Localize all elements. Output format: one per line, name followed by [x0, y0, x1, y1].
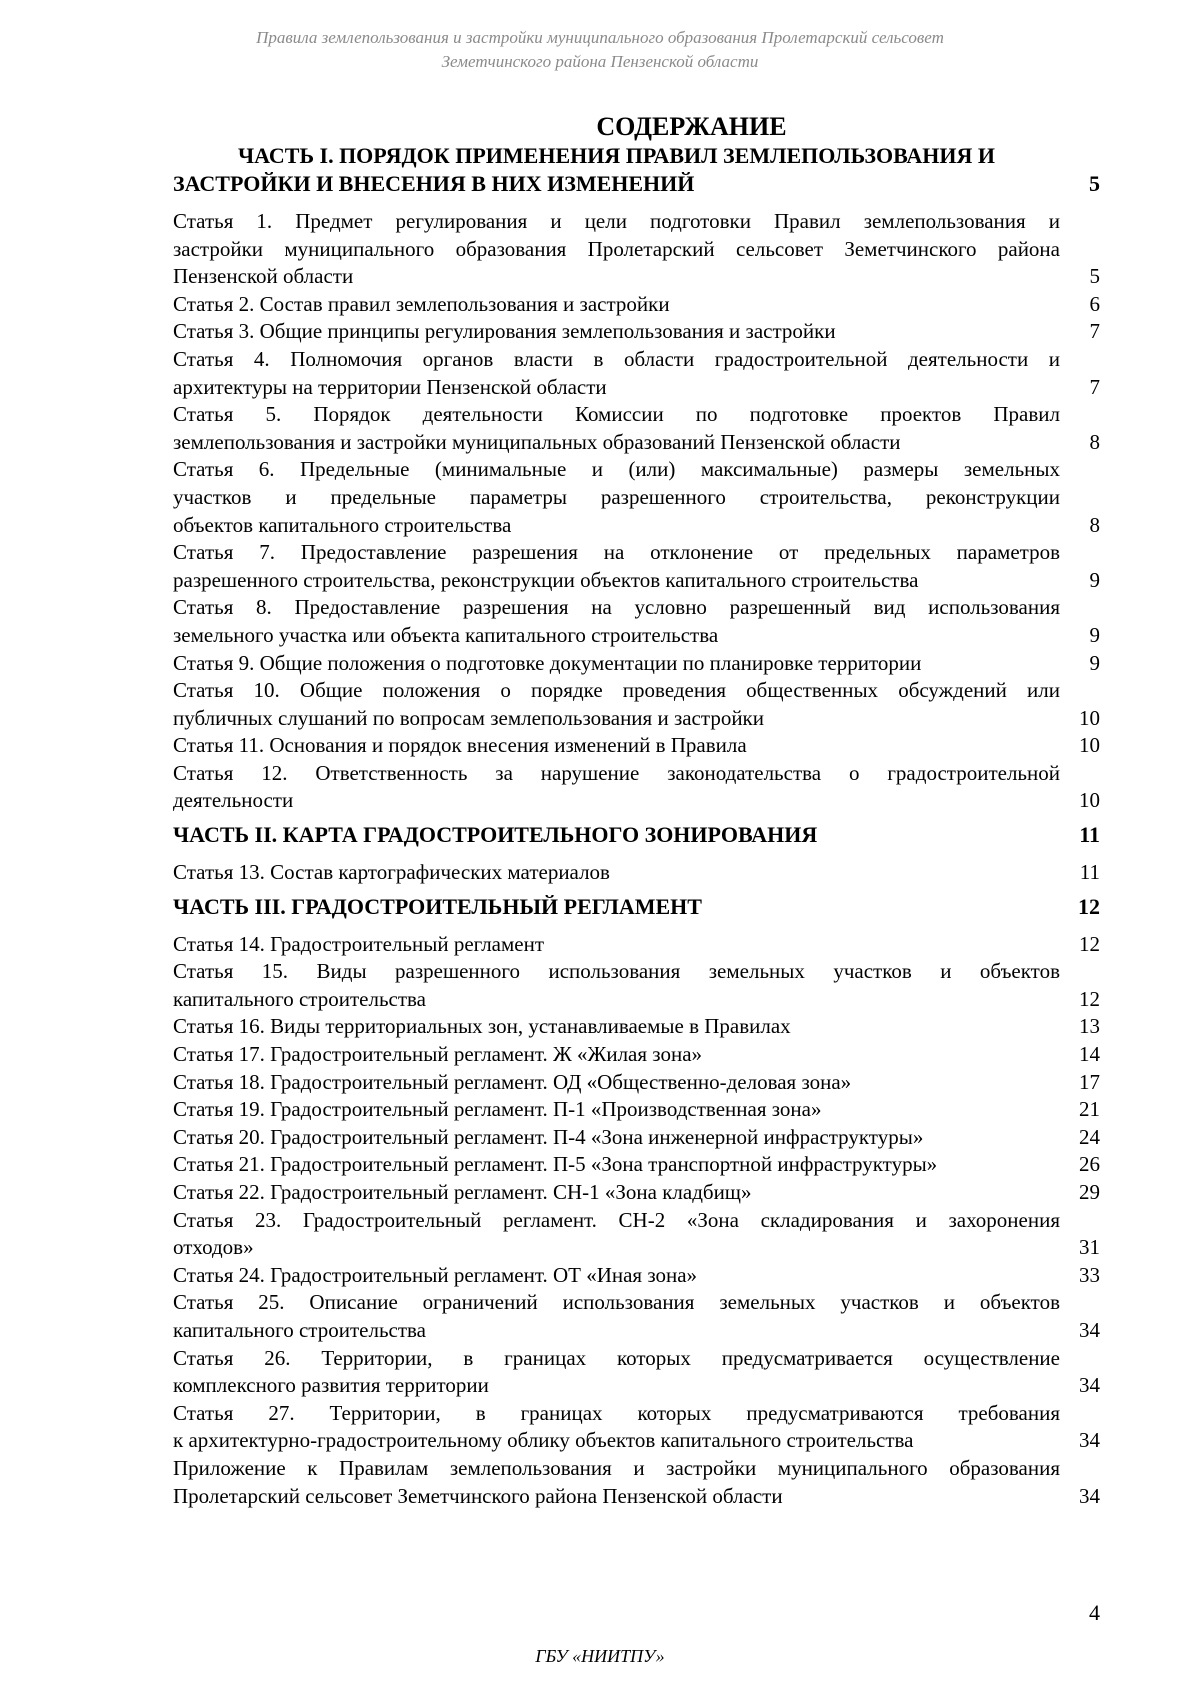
entry-page-number: 10: [1079, 705, 1100, 730]
entry-text-line: Статья 14. Градостроительный регламент: [173, 931, 545, 956]
toc-title: СОДЕРЖАНИЕ: [596, 112, 787, 141]
entry-text-line: Статья 17. Градостроительный регламент. Ж «Жилая зона»: [173, 1042, 703, 1067]
entry-page-number: 6: [1089, 291, 1100, 316]
entry-page-number: 21: [1079, 1097, 1100, 1122]
entry-page-number: 34: [1079, 1428, 1100, 1453]
entry-text-line: архитектуры на территории Пензенской области: [173, 374, 607, 399]
part-title: ЧАСТЬ II. КАРТА ГРАДОСТРОИТЕЛЬНОГО ЗОНИРОВАНИЯ: [173, 822, 818, 848]
header-line-1: Правила землепользования и застройки муниципального образования Пролетарский сельсовет: [256, 28, 944, 47]
toc-entry: [173, 1455, 1100, 1510]
entry-text-line: к архитектурно-градостроительному облику объектов капитального строительства: [173, 1428, 914, 1453]
entry-page-number: 12: [1079, 931, 1100, 956]
entry-text-line: Статья 23. Градостроительный регламент. СН-2 «Зона складирования и захоронения: [173, 1207, 1060, 1232]
entry-text-line: Статья 7. Предоставление разрешения на отклонение от предельных параметров: [173, 540, 1060, 565]
entry-text-line: Статья 15. Виды разрешенного использования земельных участков и объектов: [173, 959, 1060, 984]
running-header: [0, 26, 1200, 74]
entry-text-line: отходов»: [173, 1235, 254, 1260]
toc-entry: [173, 1096, 1100, 1124]
entry-text-line: Статья 22. Градостроительный регламент. СН-1 «Зона кладбищ»: [173, 1180, 752, 1204]
entry-text-line: Пензенской области: [173, 264, 354, 289]
toc-entry: [173, 1069, 1100, 1097]
header-line-2: Земетчинского района Пензенской области: [441, 52, 759, 71]
entry-text-line: Статья 13. Состав картографических материалов: [173, 860, 610, 885]
entry-page-number: 34: [1079, 1373, 1100, 1398]
entry-text-line: Статья 3. Общие принципы регулирования землепользования и застройки: [173, 319, 836, 344]
toc-entry: [173, 931, 1100, 959]
toc-entry: [173, 539, 1100, 594]
entry-page-number: 10: [1079, 788, 1100, 813]
toc-part-heading: [173, 821, 1100, 849]
toc-entry: [173, 346, 1100, 401]
toc-entry: [173, 1179, 1100, 1207]
entry-text-line: Статья 10. Общие положения о порядке проведения общественных обсуждений или: [173, 678, 1060, 703]
toc-entry: [173, 208, 1100, 291]
part-title-line: ЧАСТЬ I. ПОРЯДОК ПРИМЕНЕНИЯ ПРАВИЛ ЗЕМЛЕПОЛЬЗОВАНИЯ И: [237, 143, 996, 168]
toc-entry: [173, 1400, 1100, 1455]
entry-page-number: 9: [1089, 650, 1100, 675]
toc-entry: [173, 1289, 1100, 1344]
entry-page-number: 8: [1089, 512, 1100, 537]
toc-part-heading: [173, 893, 1100, 921]
entry-text-line: Статья 24. Градостроительный регламент. ОТ «Иная зона»: [173, 1262, 698, 1287]
entry-page-number: 33: [1079, 1262, 1100, 1287]
entry-text-line: Статья 2. Состав правил землепользования и застройки: [173, 291, 670, 316]
toc-entry: [173, 401, 1100, 456]
entry-text-line: Статья 1. Предмет регулирования и цели подготовки Правил землепользования и: [173, 209, 1060, 233]
entry-text-line: Статья 16. Виды территориальных зон, устанавливаемые в Правилах: [173, 1014, 791, 1039]
entry-text-line: Статья 11. Основания и порядок внесения изменений в Правила: [173, 733, 747, 758]
entry-text-line: Приложение к Правилам землепользования и застройки муниципального образования: [173, 1455, 1060, 1480]
part-page-number: 11: [1079, 822, 1100, 848]
entry-text-line: деятельности: [173, 788, 294, 813]
entry-text-line: Статья 26. Территории, в границах которых предусматривается осуществление: [173, 1345, 1060, 1370]
entry-page-number: 12: [1079, 986, 1100, 1011]
toc-entry: [173, 1013, 1100, 1041]
entry-page-number: 17: [1079, 1069, 1100, 1094]
entry-page-number: 8: [1089, 429, 1100, 454]
entry-page-number: 31: [1079, 1235, 1100, 1260]
toc-entry: [173, 318, 1100, 346]
entry-text-line: застройки муниципального образования Пролетарский сельсовет Земетчинского района: [173, 236, 1060, 261]
entry-text-line: Статья 8. Предоставление разрешения на условно разрешенный вид использования: [173, 595, 1060, 620]
toc-entry: [173, 1124, 1100, 1152]
entry-text-line: Статья 18. Градостроительный регламент. ОД «Общественно-деловая зона»: [173, 1069, 852, 1094]
entry-page-number: 34: [1079, 1483, 1100, 1508]
table-of-contents: [173, 112, 1100, 1510]
entry-page-number: 10: [1079, 733, 1100, 758]
entry-text-line: Статья 12. Ответственность за нарушение законодательства о градостроительной: [173, 760, 1060, 785]
entry-text-line: Пролетарский сельсовет Земетчинского района Пензенской области: [173, 1483, 783, 1508]
toc-entry: [173, 291, 1100, 319]
entry-text-line: Статья 9. Общие положения о подготовке документации по планировке территории: [173, 650, 922, 675]
toc-entry: [173, 760, 1100, 815]
toc-entry: [173, 594, 1100, 649]
toc-entry: [173, 1207, 1100, 1262]
footer: ГБУ «НИИТПУ»: [535, 1646, 665, 1666]
entry-page-number: 29: [1079, 1180, 1100, 1204]
entry-page-number: 5: [1089, 264, 1100, 289]
entry-text-line: Статья 25. Описание ограничений использования земельных участков и объектов: [173, 1290, 1060, 1315]
entry-page-number: 7: [1089, 374, 1100, 399]
entry-text-line: Статья 5. Порядок деятельности Комиссии по подготовке проектов Правил: [173, 402, 1060, 427]
entry-text-line: Статья 19. Градостроительный регламент. П-1 «Производственная зона»: [173, 1097, 822, 1122]
entry-text-line: капитального строительства: [173, 1317, 426, 1342]
entry-text-line: участков и предельные параметры разрешенного строительства, реконструкции: [173, 484, 1060, 509]
toc-entry: [173, 1151, 1100, 1179]
part-title: ЧАСТЬ III. ГРАДОСТРОИТЕЛЬНЫЙ РЕГЛАМЕНТ: [173, 893, 702, 919]
entry-text-line: объектов капитального строительства: [173, 512, 512, 537]
toc-entry: [173, 958, 1100, 1013]
entry-page-number: 9: [1089, 622, 1100, 647]
toc-entry: [173, 859, 1100, 887]
toc-entry: [173, 1262, 1100, 1290]
toc-entry: [173, 732, 1100, 760]
entry-text-line: комплексного развития территории: [173, 1373, 489, 1398]
entry-text-line: разрешенного строительства, реконструкции объектов капитального строительства: [173, 567, 919, 592]
entry-page-number: 24: [1079, 1124, 1100, 1149]
toc-entry: [173, 1041, 1100, 1069]
part-page-number: 5: [1089, 171, 1100, 196]
entry-text-line: Статья 20. Градостроительный регламент. П-4 «Зона инженерной инфраструктуры»: [173, 1124, 924, 1149]
entry-text-line: землепользования и застройки муниципальных образований Пензенской области: [173, 429, 901, 454]
entry-page-number: 9: [1089, 567, 1100, 592]
entry-text-line: капитального строительства: [173, 986, 426, 1011]
entry-text-line: Статья 21. Градостроительный регламент. П-5 «Зона транспортной инфраструктуры»: [173, 1152, 938, 1177]
entry-page-number: 11: [1079, 860, 1100, 885]
part-page-number: 12: [1078, 893, 1100, 919]
toc-entry: [173, 650, 1100, 678]
entry-page-number: 13: [1079, 1014, 1100, 1039]
page-number: 4: [1089, 1600, 1100, 1625]
toc-entry: [173, 677, 1100, 732]
toc-part-heading: [173, 142, 1100, 198]
entry-text-line: земельного участка или объекта капитального строительства: [173, 622, 719, 647]
part-title-line: ЗАСТРОЙКИ И ВНЕСЕНИЯ В НИХ ИЗМЕНЕНИЙ: [173, 171, 695, 196]
toc-entry: [173, 456, 1100, 539]
entry-page-number: 7: [1089, 319, 1100, 344]
entry-page-number: 14: [1079, 1042, 1100, 1067]
entry-page-number: 34: [1079, 1317, 1100, 1342]
entry-text-line: Статья 27. Территории, в границах которых предусматриваются требования: [173, 1400, 1060, 1425]
entry-text-line: Статья 4. Полномочия органов власти в области градостроительной деятельности и: [173, 346, 1060, 371]
toc-entry: [173, 1345, 1100, 1400]
entry-page-number: 26: [1079, 1152, 1100, 1177]
entry-text-line: Статья 6. Предельные (минимальные и (или) максимальные) размеры земельных: [173, 457, 1060, 482]
entry-text-line: публичных слушаний по вопросам землепользования и застройки: [173, 705, 764, 730]
